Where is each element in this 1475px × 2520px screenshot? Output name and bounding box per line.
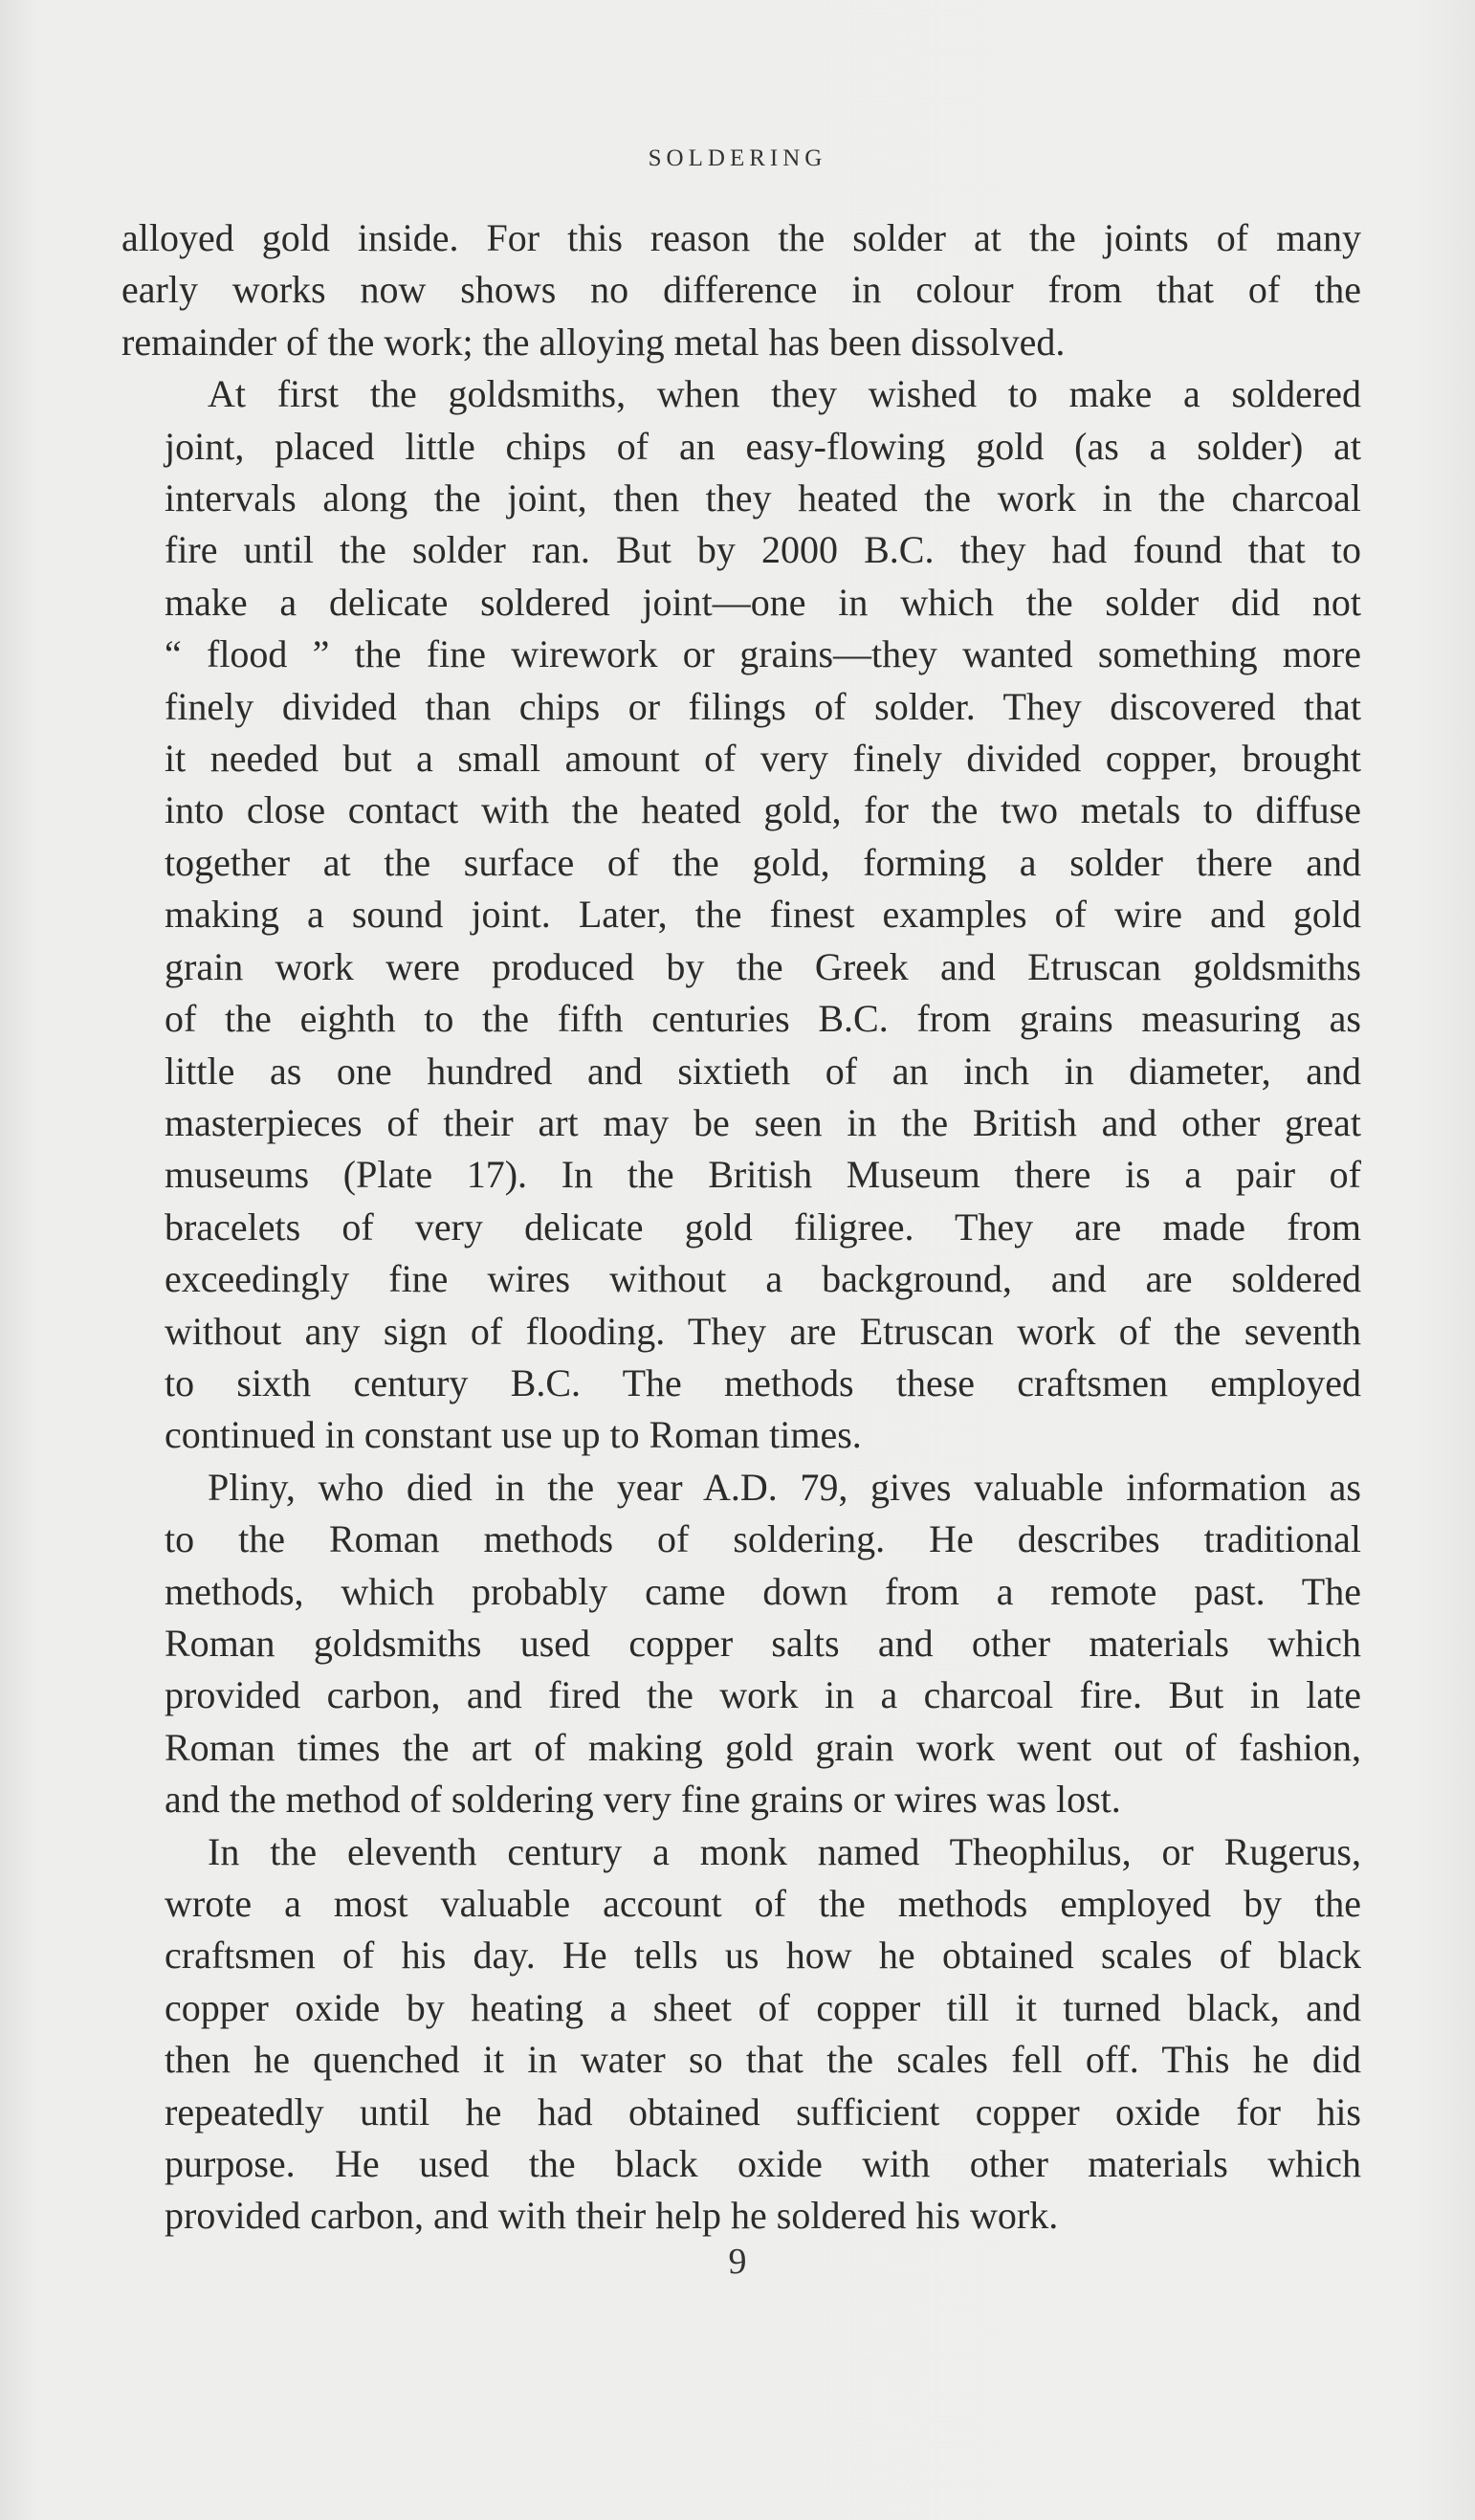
text-line: making a sound joint. Later, the finest examples of wire and gold [165, 893, 1361, 937]
text-line: “ flood ” the fine wirework or grains—they wanted something more [165, 632, 1361, 676]
text-line: Roman goldsmiths used copper salts and other materials which [165, 1621, 1361, 1665]
text-line: it needed but a small amount of very finely divided copper, brought [165, 737, 1361, 781]
body-text [121, 212, 1361, 2243]
text-line: finely divided than chips or filings of solder. They discovered that [165, 684, 1361, 728]
text-line: of the eighth to the fifth centuries B.C. from grains measuring as [165, 997, 1361, 1041]
text-line: remainder of the work; the alloying metal has been dissolved. [121, 320, 1066, 364]
text-line: intervals along the joint, then they heated the work in the charcoal [165, 476, 1361, 520]
text-line: grain work were produced by the Greek and Etruscan goldsmiths [165, 944, 1361, 988]
text-line: provided carbon, and with their help he soldered his work. [165, 2194, 1059, 2238]
page-number: 9 [728, 2242, 747, 2282]
text-line: to the Roman methods of soldering. He describes traditional [165, 1517, 1361, 1561]
text-line: little as one hundred and sixtieth of an inch in diameter, and [165, 1049, 1361, 1093]
paragraph-2 [121, 368, 1361, 1462]
text-line: joint, placed little chips of an easy-flowing gold (as a solder) at [165, 424, 1361, 468]
text-line: provided carbon, and fired the work in a charcoal fire. But in late [165, 1673, 1361, 1717]
text-line: In the eleventh century a monk named Theophilus, or Rugerus, [208, 1829, 1361, 1873]
text-line: masterpieces of their art may be seen in the British and other great [165, 1100, 1361, 1144]
text-line: then he quenched it in water so that the scales fell off. This he did [165, 2038, 1361, 2082]
text-line: make a delicate soldered joint—one in which the solder did not [165, 580, 1361, 624]
paragraph-1 [121, 212, 1361, 368]
text-line: craftsmen of his day. He tells us how he obtained scales of black [165, 1934, 1361, 1978]
text-line: together at the surface of the gold, forming a solder there and [165, 840, 1361, 884]
text-line: methods, which probably came down from a remote past. The [165, 1569, 1361, 1613]
text-line: alloyed gold inside. For this reason the solder at the joints of many [121, 216, 1361, 259]
text-line: copper oxide by heating a sheet of copper till it turned black, and [165, 1985, 1361, 2029]
text-line: repeatedly until he had obtained sufficient copper oxide for his [165, 2089, 1361, 2133]
text-line: exceedingly fine wires without a background, and are soldered [165, 1257, 1361, 1301]
text-line: Roman times the art of making gold grain work went out of fashion, [165, 1725, 1361, 1769]
text-line: early works now shows no difference in colour from that of the [121, 268, 1361, 312]
text-line: museums (Plate 17). In the British Museum there is a pair of [165, 1153, 1361, 1197]
paragraph-3 [121, 1462, 1361, 1826]
text-line: continued in constant use up to Roman times. [165, 1413, 862, 1457]
running-head: SOLDERING [648, 145, 827, 171]
text-line: wrote a most valuable account of the methods employed by the [165, 1882, 1361, 1925]
text-line: bracelets of very delicate gold filigree. They are made from [165, 1205, 1361, 1249]
paragraph-4 [121, 1826, 1361, 2243]
text-line: Pliny, who died in the year A.D. 79, gives valuable information as [208, 1465, 1361, 1509]
text-line: fire until the solder ran. But by 2000 B.C. they had found that to [165, 528, 1361, 572]
text-line: purpose. He used the black oxide with other materials which [165, 2142, 1361, 2186]
text-line: and the method of soldering very fine grains or wires was lost. [165, 1778, 1121, 1822]
text-line: into close contact with the heated gold, for the two metals to diffuse [165, 788, 1361, 832]
text-line: to sixth century B.C. The methods these craftsmen employed [165, 1360, 1361, 1404]
text-line: without any sign of flooding. They are Etruscan work of the seventh [165, 1309, 1361, 1353]
text-line: At first the goldsmiths, when they wished to make a soldered [208, 372, 1361, 416]
